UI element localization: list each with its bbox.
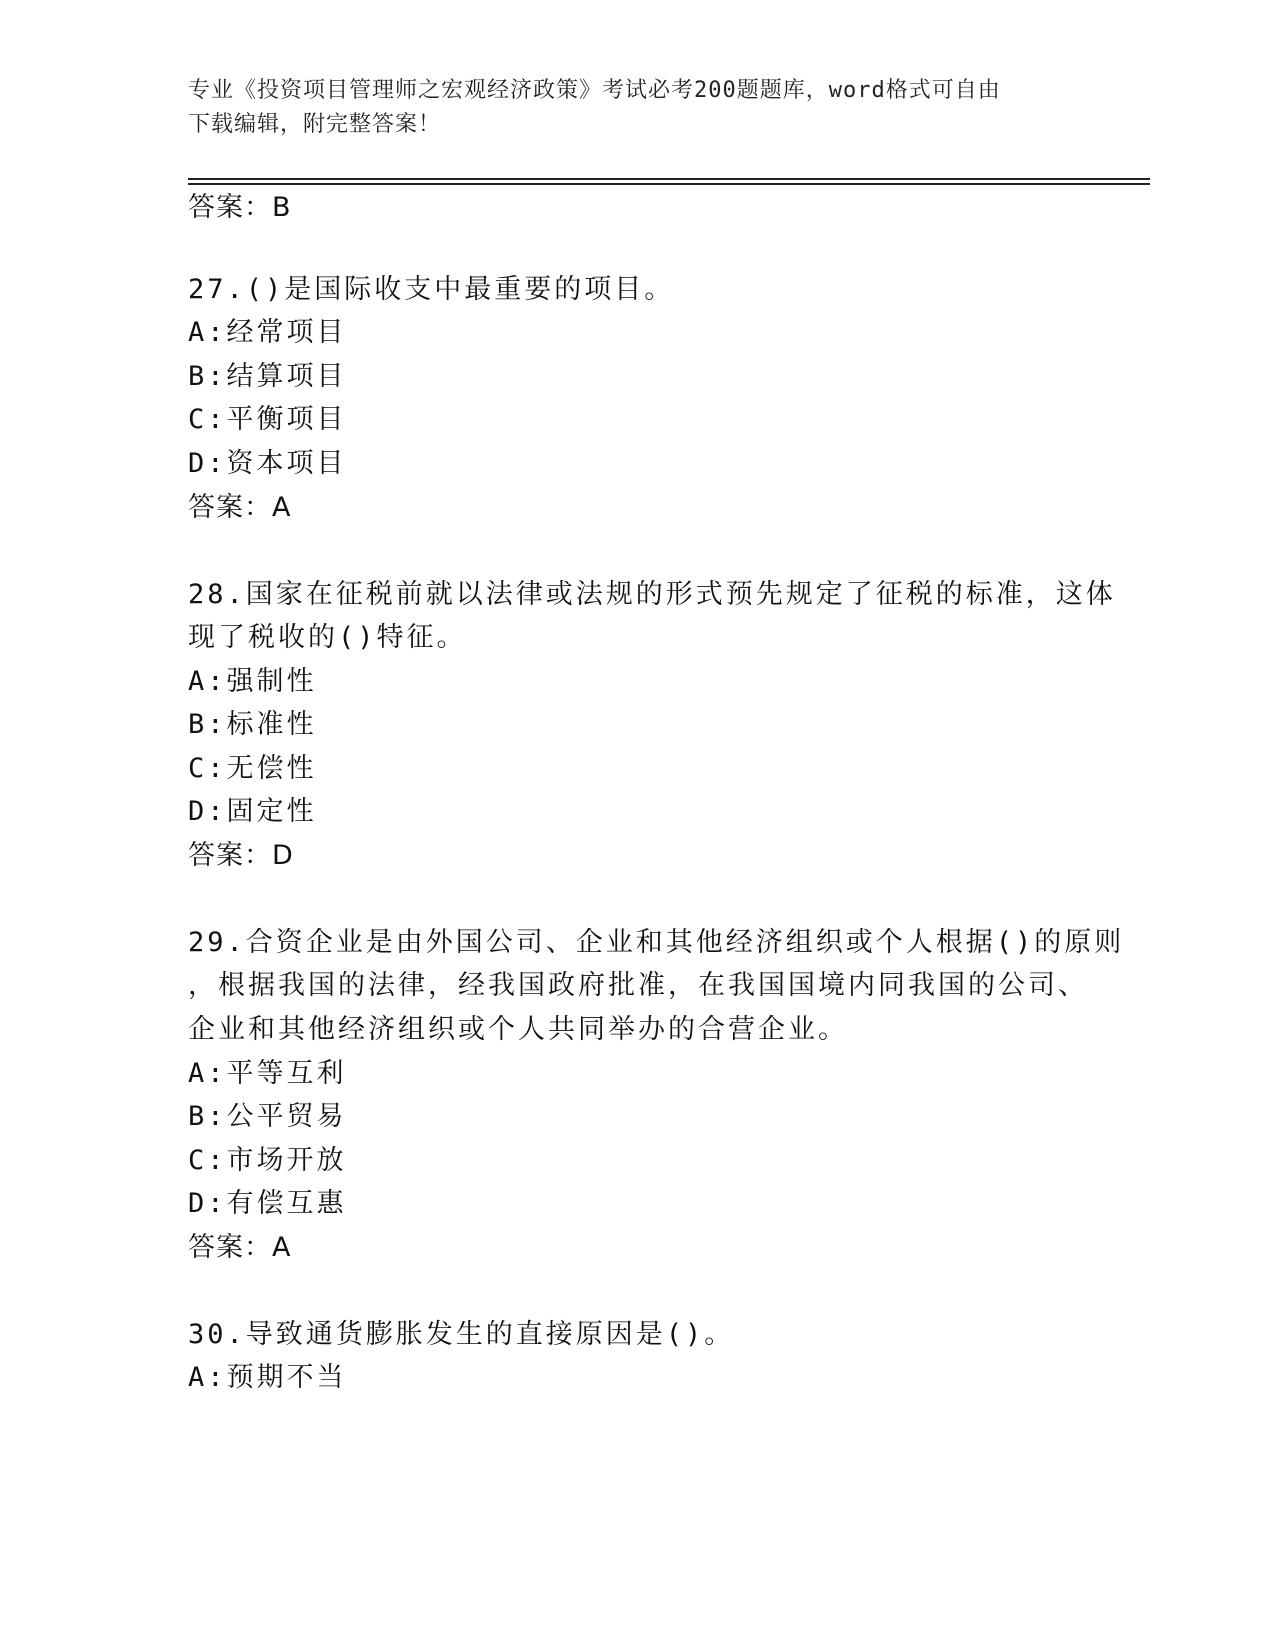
- header-line-1: 专业《投资项目管理师之宏观经济政策》考试必考200题题库，word格式可自由: [188, 78, 1001, 103]
- question-28-stem-line-1: 28.国家在征税前就以法律或法规的形式预先规定了征税的标准，这体: [188, 579, 1116, 610]
- question-28-stem-line-2: 现了税收的()特征。: [188, 622, 467, 653]
- question-28-option-c: C:无偿性: [188, 753, 317, 784]
- question-27-option-c: C:平衡项目: [188, 404, 347, 435]
- question-29-option-c: C:市场开放: [188, 1145, 347, 1176]
- question-29-option-d: D:有偿互惠: [188, 1188, 347, 1219]
- question-29-option-b: B:公平贸易: [188, 1101, 347, 1132]
- question-28-option-b: B:标准性: [188, 709, 317, 740]
- question-27-option-b: B:结算项目: [188, 361, 347, 392]
- header-divider-bottom: [188, 183, 1150, 185]
- document-header: [188, 74, 1088, 142]
- previous-answer: 答案：B: [188, 192, 292, 223]
- header-divider-top: [188, 178, 1150, 180]
- question-29-stem-line-1: 29.合资企业是由外国公司、企业和其他经济组织或个人根据()的原则: [188, 927, 1125, 958]
- header-line-2: 下载编辑，附完整答案！: [188, 112, 442, 137]
- question-27-answer: 答案：A: [188, 492, 292, 523]
- question-30-option-a: A:预期不当: [188, 1362, 347, 1393]
- question-28-answer: 答案：D: [188, 840, 294, 871]
- question-29-answer: 答案：A: [188, 1232, 292, 1263]
- question-28-option-d: D:固定性: [188, 796, 317, 827]
- question-27-option-d: D:资本项目: [188, 448, 347, 479]
- question-29-stem-line-3: 企业和其他经济组织或个人共同举办的合营企业。: [188, 1014, 848, 1045]
- question-29-option-a: A:平等互利: [188, 1058, 347, 1089]
- question-30-stem: 30.导致通货膨胀发生的直接原因是()。: [188, 1319, 735, 1350]
- question-27-stem: 27.()是国际收支中最重要的项目。: [188, 274, 675, 305]
- question-28-option-a: A:强制性: [188, 666, 317, 697]
- question-27-option-a: A:经常项目: [188, 317, 347, 348]
- question-29-stem-line-2: ，根据我国的法律，经我国政府批准，在我国国境内同我国的公司、: [188, 970, 1088, 1001]
